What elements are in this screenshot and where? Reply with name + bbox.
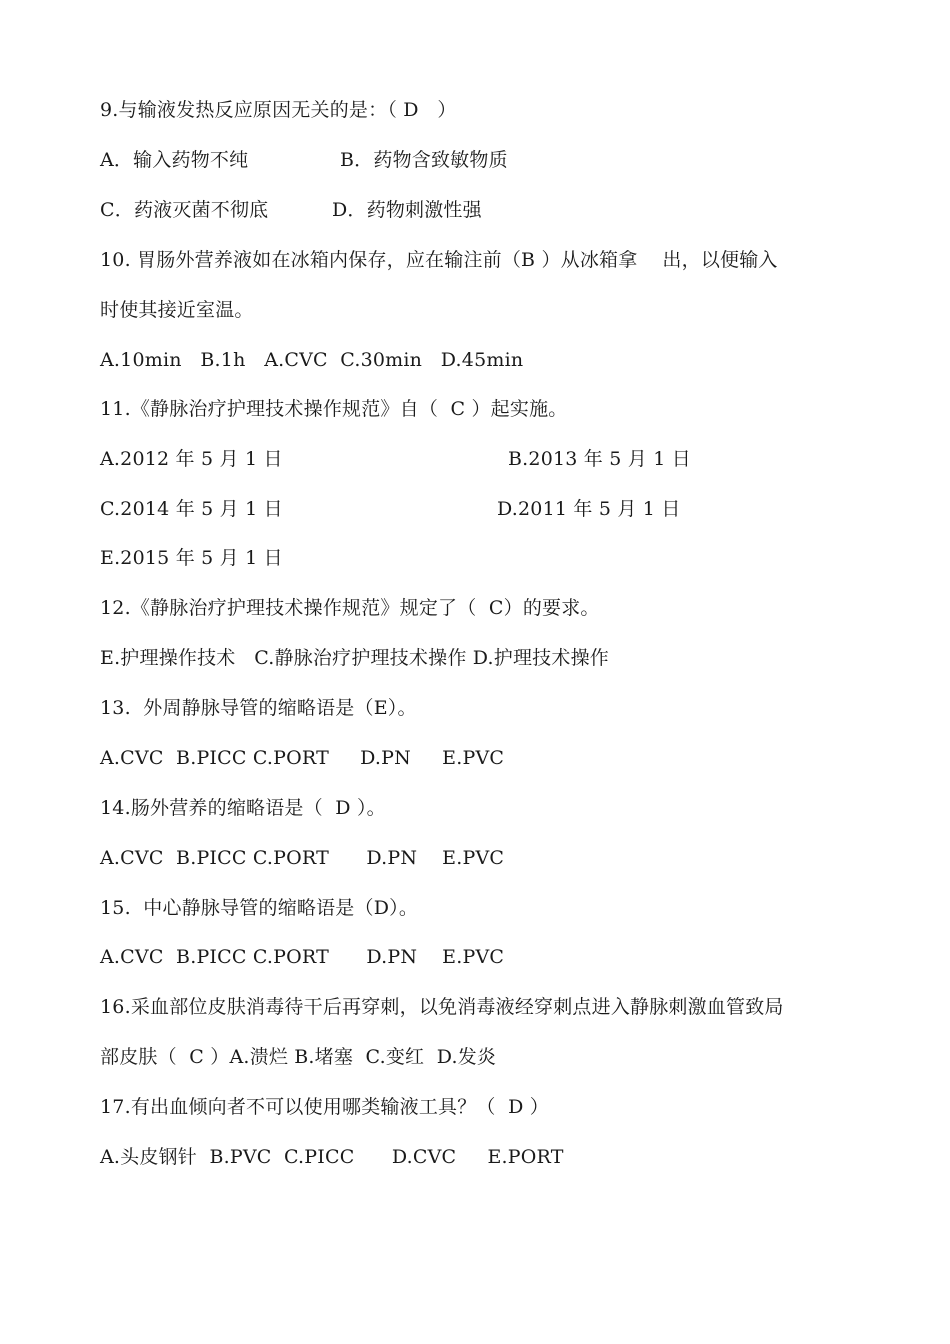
question-13-stem: 13. 外周静脉导管的缩略语是（E）。 — [100, 697, 417, 719]
question-17-options: A.头皮钢针 B.PVC C.PICC D.CVC E.PORT — [100, 1146, 564, 1168]
question-10-stem-line1: 10. 胃肠外营养液如在冰箱内保存，应在输注前（B ）从冰箱拿 出，以便输入 — [100, 249, 778, 271]
question-11-option-d: D.2011 年 5 月 1 日 — [497, 498, 681, 520]
question-10-stem-line2: 时使其接近室温。 — [100, 299, 254, 321]
question-16-stem-line1: 16.采血部位皮肤消毒待干后再穿刺，以免消毒液经穿刺点进入静脉刺激血管致局 — [100, 996, 784, 1018]
question-9-option-c: C．药液灭菌不彻底 — [100, 199, 269, 221]
question-11-option-e: E.2015 年 5 月 1 日 — [100, 547, 283, 569]
question-9-option-b: B．药物含致敏物质 — [340, 149, 508, 171]
question-16-stem-line2: 部皮肤（ C ）A.溃烂 B.堵塞 C.变红 D.发炎 — [100, 1046, 497, 1068]
question-9-stem: 9.与输液发热反应原因无关的是：（ D ） — [100, 99, 457, 121]
question-11-option-a: A.2012 年 5 月 1 日 — [100, 448, 283, 470]
question-14-stem: 14.肠外营养的缩略语是（ D ）。 — [100, 797, 386, 819]
question-12-options: E.护理操作技术 C.静脉治疗护理技术操作 D.护理技术操作 — [100, 647, 609, 669]
question-15-options: A.CVC B.PICC C.PORT D.PN E.PVC — [100, 946, 505, 968]
question-12-stem: 12.《静脉治疗护理技术操作规范》规定了（ C）的要求。 — [100, 597, 600, 619]
question-14-options: A.CVC B.PICC C.PORT D.PN E.PVC — [100, 847, 505, 869]
question-11-option-b: B.2013 年 5 月 1 日 — [508, 448, 691, 470]
question-9-option-a: A．输入药物不纯 — [100, 149, 249, 171]
question-13-options: A.CVC B.PICC C.PORT D.PN E.PVC — [100, 747, 505, 769]
question-11-stem: 11.《静脉治疗护理技术操作规范》自（ C ）起实施。 — [100, 398, 568, 420]
question-11-option-c: C.2014 年 5 月 1 日 — [100, 498, 283, 520]
question-9-option-d: D．药物刺激性强 — [332, 199, 482, 221]
question-10-options: A.10min B.1h A.CVC C.30min D.45min — [100, 349, 524, 371]
question-17-stem: 17.有出血倾向者不可以使用哪类输液工具？（ D ） — [100, 1096, 549, 1118]
question-15-stem: 15. 中心静脉导管的缩略语是（D）。 — [100, 897, 419, 919]
